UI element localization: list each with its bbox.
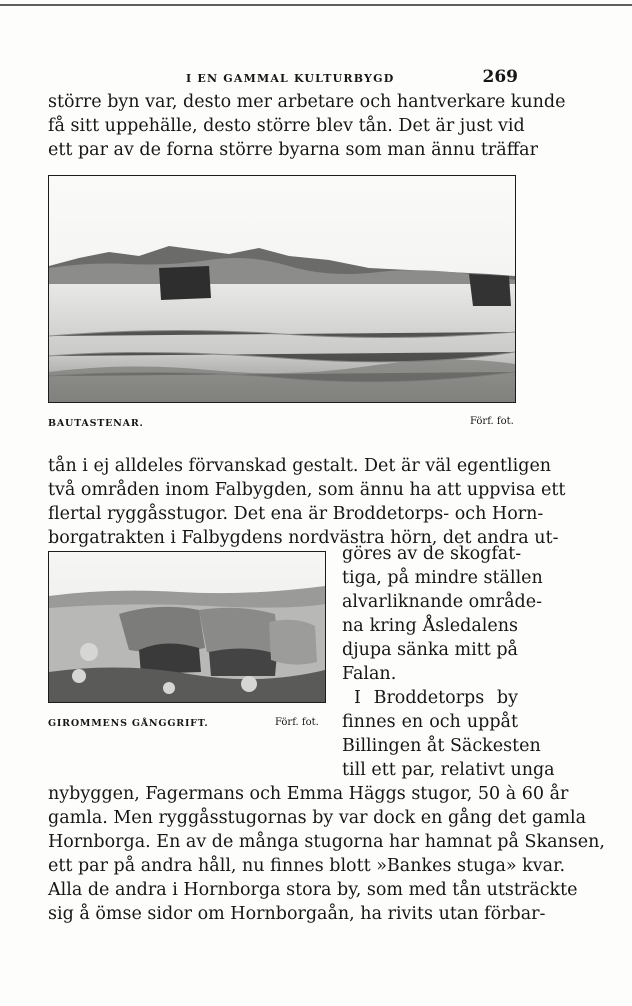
text-line: två områden inom Falbygden, som ännu ha att uppvisa ett <box>48 480 566 500</box>
text-line: Hornborga. En av de många stugorna har hamnat på Skansen, <box>48 832 605 852</box>
side-text-line: göres av de skogfat- <box>342 544 522 564</box>
text-line: Alla de andra i Hornborga stora by, som med tån utsträckte <box>48 880 578 900</box>
figure1-caption: BAUTASTENAR. <box>48 418 144 429</box>
side-text-line: I Broddetorps by <box>354 688 518 708</box>
side-text-line: finnes en och uppåt <box>342 712 518 732</box>
page-number: 269 <box>482 67 518 87</box>
side-text-line: till ett par, relativt unga <box>342 760 555 780</box>
top-rule <box>0 4 632 6</box>
text-line: få sitt uppehälle, desto större blev tån. Det är just vid <box>48 116 525 136</box>
text-line: tån i ej alldeles förvanskad gestalt. Det är väl egentligen <box>48 456 552 476</box>
text-line: ett par på andra håll, nu finnes blott »Bankes stuga» kvar. <box>48 856 566 876</box>
running-title: I EN GAMMAL KULTURBYGD <box>186 72 395 85</box>
side-text-line: na kring Åsledalens <box>342 616 518 636</box>
side-text-line: djupa sänka mitt på <box>342 640 518 660</box>
side-text-line: Billingen åt Säckesten <box>342 736 541 756</box>
figure-ganggrift-photo <box>48 551 326 703</box>
figure1-credit: Förf. fot. <box>470 416 514 427</box>
text-line: sig å ömse sidor om Hornborgaån, ha rivits utan förbar- <box>48 904 546 924</box>
side-text-line: alvarliknande område- <box>342 592 543 612</box>
text-line: flertal ryggåsstugor. Det ena är Broddetorps- och Horn- <box>48 504 544 524</box>
figure2-credit: Förf. fot. <box>275 717 319 728</box>
text-line: nybyggen, Fagermans och Emma Häggs stugor, 50 à 60 år <box>48 784 569 804</box>
text-line: ett par av de forna större byarna som man ännu träffar <box>48 140 538 160</box>
text-line: gamla. Men ryggåsstugornas by var dock en gång det gamla <box>48 808 587 828</box>
text-line: större byn var, desto mer arbetare och hantverkare kunde <box>48 92 566 112</box>
side-text-line: Falan. <box>342 664 397 684</box>
side-text-line: tiga, på mindre ställen <box>342 568 543 588</box>
figure2-caption: GIROMMENS GÅNGGRIFT. <box>48 718 209 729</box>
page-header <box>48 67 518 92</box>
figure-bautastenar-photo <box>48 175 516 403</box>
text-line: borgatrakten i Falbygdens nordvästra hörn, det andra ut- <box>48 528 559 548</box>
